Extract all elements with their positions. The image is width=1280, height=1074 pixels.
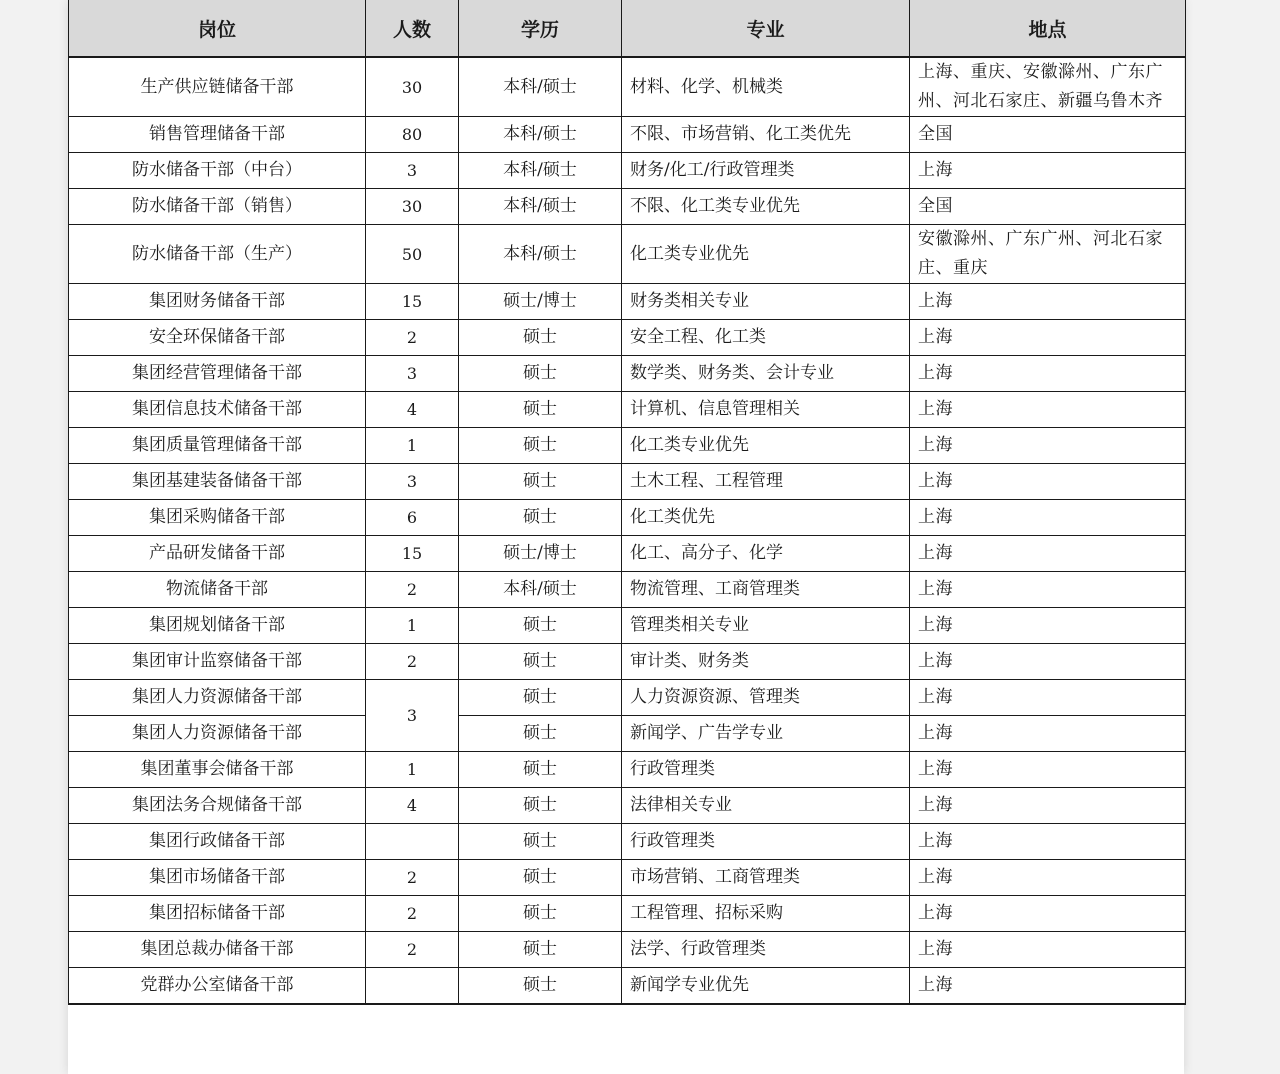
cell-education: 硕士	[459, 932, 622, 968]
cell-location: 上海	[910, 896, 1186, 932]
cell-count: 30	[366, 189, 459, 225]
cell-count: 2	[366, 896, 459, 932]
cell-count: 6	[366, 500, 459, 536]
cell-position: 生产供应链储备干部	[69, 57, 366, 117]
table-row	[69, 57, 1186, 117]
cell-major: 化工类优先	[622, 500, 910, 536]
cell-education: 硕士	[459, 860, 622, 896]
cell-location: 全国	[910, 189, 1186, 225]
table-row	[69, 117, 1186, 153]
cell-count: 2	[366, 860, 459, 896]
cell-location: 上海	[910, 536, 1186, 572]
cell-position: 安全环保储备干部	[69, 320, 366, 356]
cell-location: 上海	[910, 320, 1186, 356]
job-positions-table	[68, 0, 1186, 1005]
cell-education: 硕士	[459, 896, 622, 932]
cell-position: 集团信息技术储备干部	[69, 392, 366, 428]
cell-count: 15	[366, 536, 459, 572]
cell-position: 集团规划储备干部	[69, 608, 366, 644]
cell-location: 安徽滁州、广东广州、河北石家庄、重庆	[910, 225, 1186, 284]
cell-education: 硕士	[459, 788, 622, 824]
cell-count: 1	[366, 608, 459, 644]
table-row	[69, 284, 1186, 320]
cell-position: 集团总裁办储备干部	[69, 932, 366, 968]
cell-education: 硕士/博士	[459, 536, 622, 572]
cell-count: 1	[366, 428, 459, 464]
cell-major: 安全工程、化工类	[622, 320, 910, 356]
cell-location: 上海、重庆、安徽滁州、广东广州、河北石家庄、新疆乌鲁木齐	[910, 57, 1186, 117]
cell-major: 土木工程、工程管理	[622, 464, 910, 500]
header-major: 专业	[622, 0, 910, 57]
table-row	[69, 428, 1186, 464]
cell-education: 硕士	[459, 464, 622, 500]
cell-education: 硕士	[459, 824, 622, 860]
header-count: 人数	[366, 0, 459, 57]
cell-position: 防水储备干部（销售）	[69, 189, 366, 225]
cell-count: 3	[366, 356, 459, 392]
cell-position: 集团财务储备干部	[69, 284, 366, 320]
cell-major: 材料、化学、机械类	[622, 57, 910, 117]
cell-count: 4	[366, 392, 459, 428]
cell-major: 化工、高分子、化学	[622, 536, 910, 572]
cell-education: 硕士	[459, 428, 622, 464]
cell-location: 上海	[910, 572, 1186, 608]
cell-position: 集团市场储备干部	[69, 860, 366, 896]
cell-position: 防水储备干部（中台）	[69, 153, 366, 189]
cell-count: 2	[366, 644, 459, 680]
cell-major: 化工类专业优先	[622, 225, 910, 284]
cell-position: 销售管理储备干部	[69, 117, 366, 153]
table-row	[69, 189, 1186, 225]
cell-count: 2	[366, 320, 459, 356]
cell-count: 1	[366, 752, 459, 788]
cell-major: 人力资源资源、管理类	[622, 680, 910, 716]
table-row	[69, 644, 1186, 680]
table-row	[69, 968, 1186, 1005]
cell-major: 行政管理类	[622, 824, 910, 860]
cell-location: 上海	[910, 644, 1186, 680]
cell-position: 物流储备干部	[69, 572, 366, 608]
table-row	[69, 932, 1186, 968]
cell-major: 行政管理类	[622, 752, 910, 788]
cell-count: 2	[366, 572, 459, 608]
cell-education: 硕士	[459, 716, 622, 752]
cell-location: 上海	[910, 153, 1186, 189]
cell-education: 硕士/博士	[459, 284, 622, 320]
table-row	[69, 824, 1186, 860]
cell-major: 工程管理、招标采购	[622, 896, 910, 932]
cell-major: 计算机、信息管理相关	[622, 392, 910, 428]
cell-education: 硕士	[459, 644, 622, 680]
cell-count: 80	[366, 117, 459, 153]
cell-major: 法学、行政管理类	[622, 932, 910, 968]
table-row	[69, 608, 1186, 644]
cell-position: 集团人力资源储备干部	[69, 680, 366, 716]
cell-position: 集团审计监察储备干部	[69, 644, 366, 680]
cell-count	[366, 968, 459, 1005]
table-row	[69, 464, 1186, 500]
cell-position: 集团质量管理储备干部	[69, 428, 366, 464]
cell-education: 本科/硕士	[459, 57, 622, 117]
cell-position: 产品研发储备干部	[69, 536, 366, 572]
table-row	[69, 896, 1186, 932]
cell-count: 30	[366, 57, 459, 117]
cell-education: 硕士	[459, 752, 622, 788]
cell-location: 上海	[910, 824, 1186, 860]
cell-count: 2	[366, 932, 459, 968]
cell-education: 本科/硕士	[459, 225, 622, 284]
cell-location: 上海	[910, 392, 1186, 428]
header-education: 学历	[459, 0, 622, 57]
table-row	[69, 536, 1186, 572]
cell-location: 上海	[910, 716, 1186, 752]
table-row	[69, 788, 1186, 824]
cell-major: 数学类、财务类、会计专业	[622, 356, 910, 392]
cell-position: 集团行政储备干部	[69, 824, 366, 860]
cell-count: 15	[366, 284, 459, 320]
cell-major: 不限、市场营销、化工类优先	[622, 117, 910, 153]
cell-position: 集团人力资源储备干部	[69, 716, 366, 752]
cell-count: 50	[366, 225, 459, 284]
cell-location: 上海	[910, 788, 1186, 824]
cell-location: 上海	[910, 860, 1186, 896]
cell-position: 集团采购储备干部	[69, 500, 366, 536]
cell-education: 硕士	[459, 320, 622, 356]
header-location: 地点	[910, 0, 1186, 57]
cell-location: 上海	[910, 680, 1186, 716]
cell-major: 不限、化工类专业优先	[622, 189, 910, 225]
table-row	[69, 500, 1186, 536]
header-position: 岗位	[69, 0, 366, 57]
table-row	[69, 716, 1186, 752]
cell-major: 新闻学、广告学专业	[622, 716, 910, 752]
cell-education: 硕士	[459, 968, 622, 1005]
cell-major: 化工类专业优先	[622, 428, 910, 464]
cell-location: 上海	[910, 500, 1186, 536]
cell-position: 集团董事会储备干部	[69, 752, 366, 788]
cell-education: 硕士	[459, 608, 622, 644]
table-row	[69, 356, 1186, 392]
cell-position: 防水储备干部（生产）	[69, 225, 366, 284]
table-row	[69, 572, 1186, 608]
cell-count: 3	[366, 680, 459, 752]
cell-education: 硕士	[459, 356, 622, 392]
cell-count: 4	[366, 788, 459, 824]
cell-count	[366, 824, 459, 860]
table-header-row	[69, 0, 1186, 57]
cell-count: 3	[366, 153, 459, 189]
table-row	[69, 680, 1186, 716]
cell-major: 市场营销、工商管理类	[622, 860, 910, 896]
table-row	[69, 860, 1186, 896]
table-row	[69, 320, 1186, 356]
table-row	[69, 392, 1186, 428]
table-row	[69, 752, 1186, 788]
cell-education: 硕士	[459, 392, 622, 428]
cell-education: 本科/硕士	[459, 189, 622, 225]
cell-major: 财务类相关专业	[622, 284, 910, 320]
cell-location: 上海	[910, 932, 1186, 968]
cell-location: 上海	[910, 968, 1186, 1005]
cell-position: 集团经营管理储备干部	[69, 356, 366, 392]
cell-major: 新闻学专业优先	[622, 968, 910, 1005]
cell-major: 管理类相关专业	[622, 608, 910, 644]
cell-location: 全国	[910, 117, 1186, 153]
cell-position: 集团招标储备干部	[69, 896, 366, 932]
cell-location: 上海	[910, 752, 1186, 788]
table-row	[69, 225, 1186, 284]
cell-position: 集团基建装备储备干部	[69, 464, 366, 500]
cell-count: 3	[366, 464, 459, 500]
cell-education: 本科/硕士	[459, 153, 622, 189]
cell-major: 物流管理、工商管理类	[622, 572, 910, 608]
cell-location: 上海	[910, 284, 1186, 320]
cell-location: 上海	[910, 356, 1186, 392]
cell-location: 上海	[910, 464, 1186, 500]
cell-location: 上海	[910, 608, 1186, 644]
cell-education: 硕士	[459, 500, 622, 536]
cell-major: 财务/化工/行政管理类	[622, 153, 910, 189]
table-row	[69, 153, 1186, 189]
cell-major: 法律相关专业	[622, 788, 910, 824]
cell-location: 上海	[910, 428, 1186, 464]
cell-position: 党群办公室储备干部	[69, 968, 366, 1005]
cell-education: 本科/硕士	[459, 572, 622, 608]
cell-education: 本科/硕士	[459, 117, 622, 153]
cell-major: 审计类、财务类	[622, 644, 910, 680]
cell-position: 集团法务合规储备干部	[69, 788, 366, 824]
cell-education: 硕士	[459, 680, 622, 716]
